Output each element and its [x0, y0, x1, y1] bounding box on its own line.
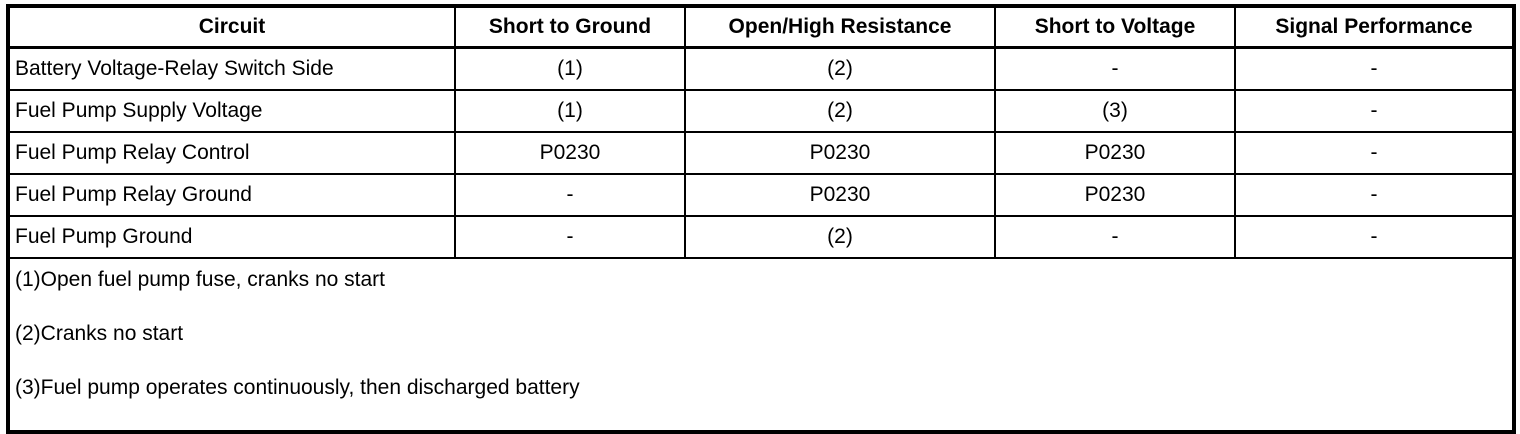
- cell-value: P0230: [685, 132, 995, 174]
- cell-value: (2): [685, 48, 995, 91]
- circuit-name: Fuel Pump Relay Ground: [8, 174, 455, 216]
- cell-value: (2): [685, 216, 995, 258]
- circuit-dtc-table: [6, 4, 1516, 434]
- table-row: [8, 48, 1514, 91]
- cell-value: -: [995, 216, 1235, 258]
- header-circuit: Circuit: [8, 6, 455, 48]
- header-short-to-ground: Short to Ground: [455, 6, 685, 48]
- footnote-1: (1)Open fuel pump fuse, cranks no start: [15, 268, 386, 291]
- cell-value: -: [1235, 90, 1514, 132]
- cell-value: P0230: [995, 174, 1235, 216]
- circuit-name: Fuel Pump Supply Voltage: [8, 90, 455, 132]
- circuit-name: Fuel Pump Relay Control: [8, 132, 455, 174]
- header-short-to-voltage: Short to Voltage: [995, 6, 1235, 48]
- circuit-name: Fuel Pump Ground: [8, 216, 455, 258]
- table-row: [8, 174, 1514, 216]
- footnote-3: (3)Fuel pump operates continuously, then discharged battery: [15, 376, 580, 399]
- header-open-high-resistance: Open/High Resistance: [685, 6, 995, 48]
- cell-value: -: [1235, 174, 1514, 216]
- cell-value: P0230: [685, 174, 995, 216]
- footnote-2: (2)Cranks no start: [15, 322, 184, 345]
- cell-value: (3): [995, 90, 1235, 132]
- circuit-name: Battery Voltage-Relay Switch Side: [8, 48, 455, 91]
- cell-value: P0230: [455, 132, 685, 174]
- cell-value: P0230: [995, 132, 1235, 174]
- cell-value: -: [1235, 132, 1514, 174]
- table-row: [8, 90, 1514, 132]
- cell-value: -: [455, 216, 685, 258]
- table-row: [8, 132, 1514, 174]
- cell-value: (1): [455, 90, 685, 132]
- footnote-section: [8, 258, 1514, 432]
- cell-value: -: [1235, 216, 1514, 258]
- cell-value: -: [995, 48, 1235, 91]
- header-row: [8, 6, 1514, 48]
- table-row: [8, 216, 1514, 258]
- cell-value: (2): [685, 90, 995, 132]
- cell-value: -: [1235, 48, 1514, 91]
- cell-value: (1): [455, 48, 685, 91]
- cell-value: -: [455, 174, 685, 216]
- header-signal-performance: Signal Performance: [1235, 6, 1514, 48]
